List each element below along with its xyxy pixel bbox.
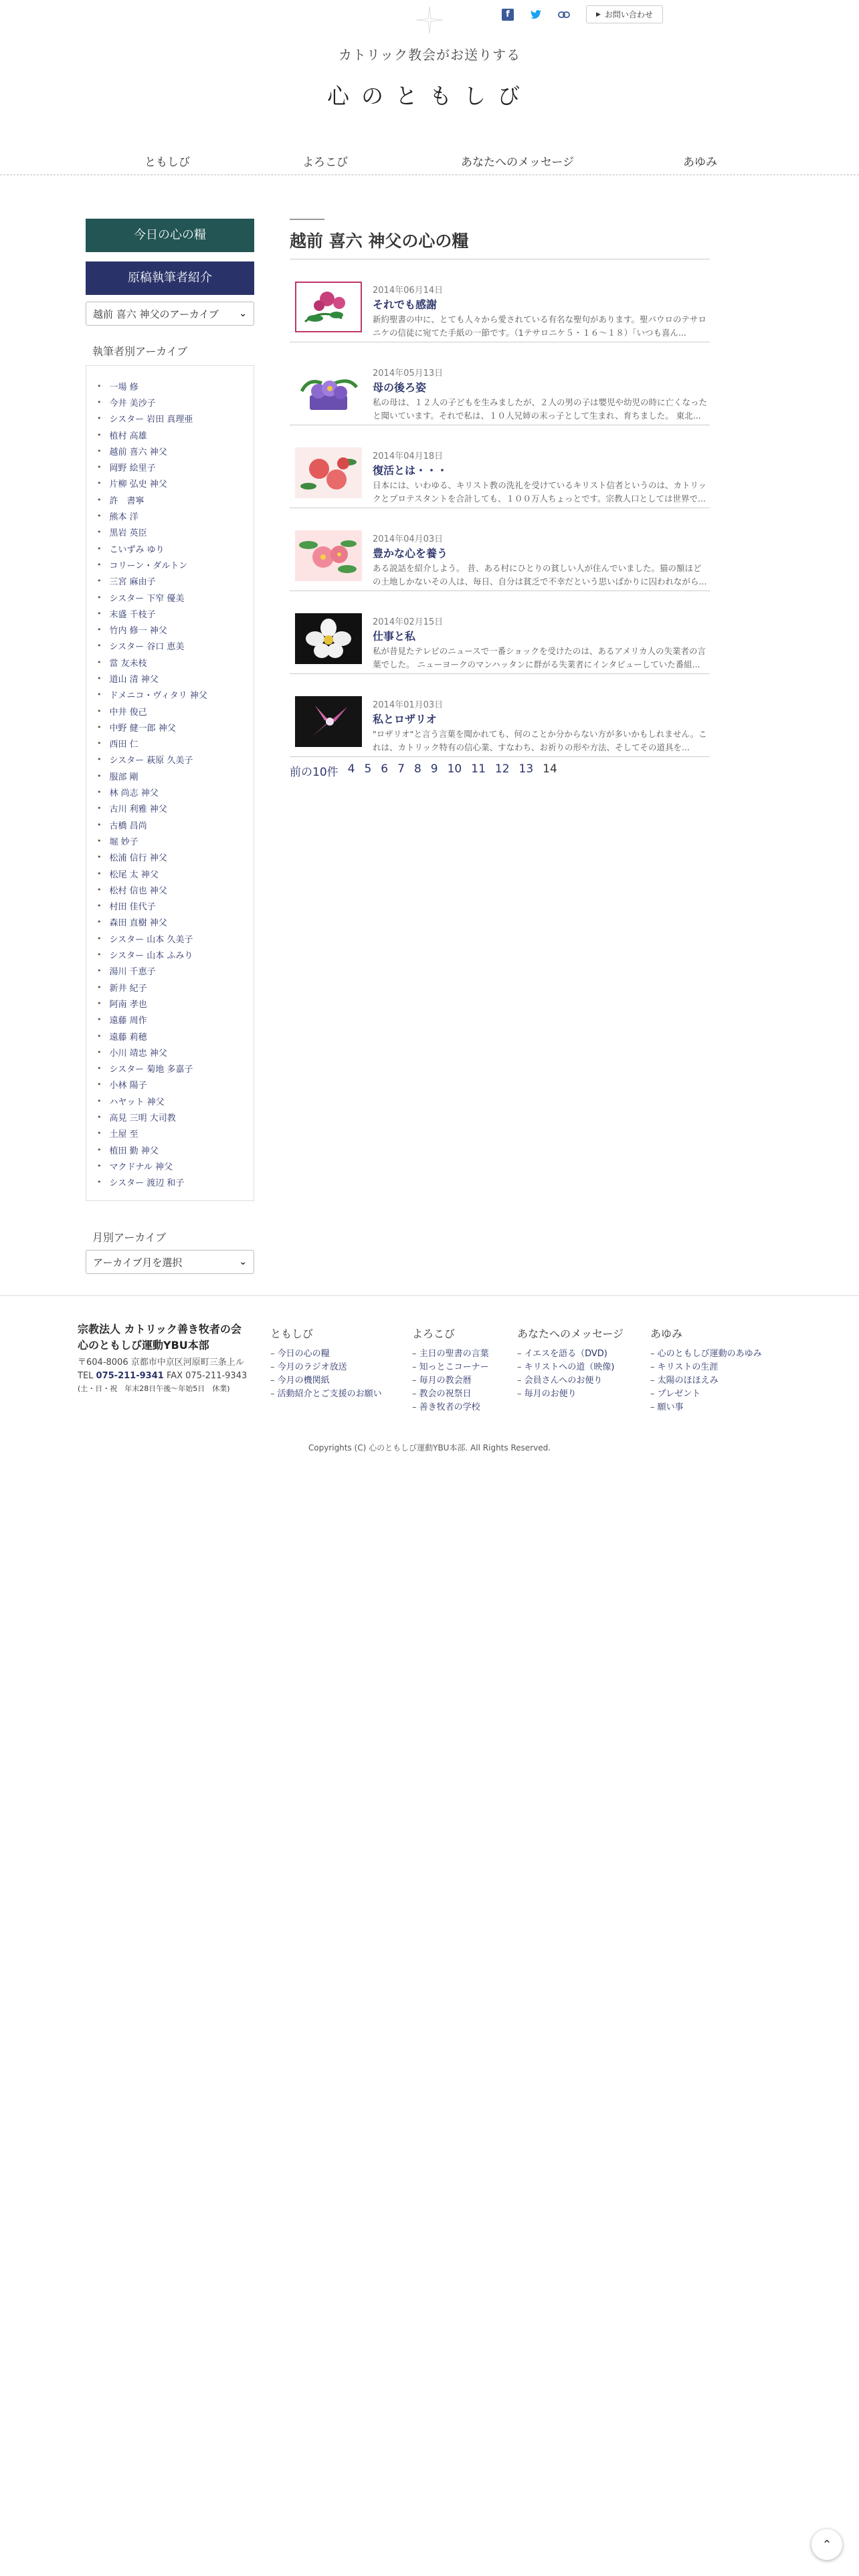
nav-tomoshibi[interactable]: ともしび [145, 156, 190, 169]
author-link[interactable]: • 松浦 信行 神父 [96, 849, 244, 865]
author-archive-heading: 執筆者別アーカイブ [92, 345, 188, 358]
author-link[interactable]: • 高見 三明 大司教 [96, 1109, 244, 1125]
footer-link[interactable]: 毎月の教会暦 [419, 1376, 472, 1386]
footer-link[interactable]: 毎月のお便り [524, 1389, 577, 1399]
footer-col-heading: ともしび [270, 1327, 314, 1340]
author-link[interactable]: • 遠藤 周作 [96, 1012, 244, 1028]
post-thumbnail[interactable] [295, 530, 362, 581]
author-link[interactable]: • 今井 美沙子 [96, 394, 244, 410]
footer-col-message [517, 1325, 624, 1401]
post-date: 2014年04月18日 [373, 451, 444, 461]
pager-current: 14 [543, 762, 557, 776]
author-archive-box [86, 365, 254, 1201]
org-hours: (土・日・祝 年末28日午後〜年始5日 休業) [78, 1384, 230, 1393]
page-title: 越前 喜六 神父の心の糧 [290, 219, 710, 259]
author-link[interactable]: • 阿南 孝也 [96, 995, 244, 1011]
post-item [290, 259, 710, 342]
pager-page[interactable]: 5 [364, 762, 372, 776]
post-title[interactable]: 豊かな心を養う [373, 547, 448, 560]
arrow-up-icon: ⌃ [822, 2537, 832, 2552]
post-item [290, 508, 710, 591]
author-link[interactable]: • シスター 山本 ふみり [96, 946, 244, 962]
contact-label: お問い合わせ [604, 10, 653, 19]
author-link[interactable]: • ドメニコ・ヴィタリ 神父 [96, 687, 244, 703]
nav-yorokobi[interactable]: よろこび [302, 156, 348, 169]
post-thumbnail[interactable] [295, 282, 362, 332]
facebook-icon[interactable]: f [502, 9, 514, 21]
author-link[interactable]: • 土屋 至 [96, 1125, 244, 1142]
footer-col-ayumi [650, 1325, 762, 1414]
post-excerpt: 新約聖書の中に、とても人々から愛されている有名な聖句があります。聖パウロのテサロニケの信徒に宛てた手紙の一節です。（1テサロニケ５・１６～１８）「いつも喜ん... [373, 314, 707, 338]
author-link[interactable]: • 植田 勤 神父 [96, 1142, 244, 1158]
site-title[interactable]: 心のともしび [327, 83, 532, 109]
author-list [96, 378, 244, 1190]
author-link[interactable]: • 堀 妙子 [96, 833, 244, 849]
author-link[interactable]: • シスター 菊地 多嘉子 [96, 1060, 244, 1076]
footer-col-heading: あゆみ [650, 1327, 683, 1340]
author-link[interactable]: • 遠藤 莉穂 [96, 1028, 244, 1044]
nav-message[interactable]: あなたへのメッセージ [461, 156, 574, 169]
post-item [290, 342, 710, 425]
post-item [290, 425, 710, 508]
contact-button[interactable] [586, 5, 663, 23]
org-unit: 心のともしび運動YBU本部 [78, 1339, 209, 1352]
author-link[interactable]: • 一場 修 [96, 378, 244, 394]
post-date: 2014年04月03日 [373, 534, 444, 544]
month-archive-select[interactable] [86, 1250, 254, 1274]
post-thumbnail[interactable] [295, 613, 362, 664]
footer-link[interactable]: 願い事 [657, 1402, 684, 1412]
post-excerpt: ある説話を紹介しよう。 昔、ある村にひとりの貧しい人が住んでいました。猫の額ほどの土地しかないその人は、毎日、自分は貧乏で不幸だという思いばかりに囚われながら... [373, 563, 707, 586]
author-link[interactable]: • 片柳 弘史 神父 [96, 475, 244, 492]
site-footer [0, 1295, 859, 1456]
post-title[interactable]: 仕事と私 [373, 630, 416, 643]
post-excerpt: 日本には、いわゆる、キリスト教の洗礼を受けているキリスト信者というのは、カトリックとプロテスタントを合計しても、１００万人ちょっとです。宗教人口としては世界で... [373, 480, 707, 504]
pager-page[interactable]: 9 [430, 762, 438, 776]
post-thumbnail[interactable] [295, 447, 362, 498]
post-date: 2014年02月15日 [373, 617, 444, 627]
post-date: 2014年05月13日 [373, 368, 444, 379]
twitter-icon[interactable] [530, 9, 542, 21]
post-date: 2014年01月03日 [373, 700, 444, 710]
authors-button[interactable]: 原稿執筆者紹介 [86, 261, 254, 295]
author-link[interactable]: • 中野 健一郎 神父 [96, 719, 244, 735]
author-link[interactable]: • 小林 陽子 [96, 1077, 244, 1093]
author-link[interactable]: • シスター 岩田 真理亜 [96, 411, 244, 427]
author-link[interactable]: • 西田 仁 [96, 736, 244, 752]
pagination [290, 762, 710, 779]
footer-link[interactable]: 知っとこコーナー [419, 1362, 489, 1372]
footer-link[interactable]: 今月の機関紙 [277, 1376, 330, 1386]
author-link[interactable]: • 服部 剛 [96, 768, 244, 784]
post-excerpt: "ロザリオ"と言う言葉を聞かれても、何のことか分からない方が多いかもしれません。これは、カトリック特有の信心業、すなわち、お祈りの形や方法、そしてその道具を... [373, 729, 707, 752]
author-link[interactable]: • 小川 靖忠 神父 [96, 1044, 244, 1060]
author-link[interactable]: • 竹内 修一 神父 [96, 621, 244, 637]
post-title[interactable]: 私とロザリオ [373, 713, 437, 726]
footer-col-tomoshibi [270, 1325, 382, 1401]
copyright: Copyrights (C) 心のともしび運動YBU本部. All Rights Reserved. [308, 1443, 551, 1453]
footer-link[interactable]: 会員さんへのお便り [524, 1376, 603, 1386]
today-button[interactable]: 今日の心の糧 [86, 219, 254, 252]
footer-link[interactable]: キリストへの道（映像) [524, 1362, 615, 1372]
pager-page[interactable]: 6 [381, 762, 389, 776]
post-title[interactable]: 母の後ろ姿 [373, 381, 427, 394]
author-link[interactable]: • ハヤット 神父 [96, 1093, 244, 1109]
footer-link[interactable]: 太陽のほほえみ [657, 1376, 719, 1386]
author-link[interactable]: • 植村 高雄 [96, 427, 244, 443]
post-title[interactable]: それでも感謝 [373, 298, 438, 311]
back-to-top-button[interactable] [812, 2529, 842, 2560]
main-content [290, 219, 710, 779]
author-link[interactable]: • 古橋 昌尚 [96, 817, 244, 833]
pager-page[interactable]: 4 [347, 762, 355, 776]
author-link[interactable]: • 森田 直樹 神父 [96, 914, 244, 930]
footer-link[interactable]: 主日の聖書の言葉 [419, 1349, 489, 1359]
author-link[interactable]: • シスター 山本 久美子 [96, 930, 244, 946]
post-date: 2014年06月14日 [373, 286, 444, 296]
chevron-down-icon: ⌄ [239, 1257, 247, 1267]
footer-link[interactable]: 今月のラジオ放送 [277, 1362, 347, 1372]
author-archive-select-value: 越前 喜六 神父のアーカイブ [93, 308, 219, 320]
post-thumbnail[interactable] [295, 364, 362, 415]
author-link[interactable]: • 三宮 麻由子 [96, 573, 244, 589]
ornament-icon [415, 5, 444, 35]
author-link[interactable]: • シスター 萩原 久美子 [96, 752, 244, 768]
pager-page[interactable]: 11 [471, 762, 486, 776]
footer-link[interactable]: 心のともしび運動のあゆみ [657, 1349, 762, 1359]
author-archive-select[interactable] [86, 302, 254, 326]
footer-org [78, 1321, 258, 1395]
tel-number[interactable]: 075-211-9341 [96, 1371, 164, 1381]
pager-page[interactable]: 13 [518, 762, 534, 776]
footer-col-yorokobi [412, 1325, 489, 1414]
author-link[interactable]: • コリーン・ダルトン [96, 556, 244, 572]
pager-page[interactable]: 10 [447, 762, 462, 776]
month-archive-select-value: アーカイブ月を選択 [93, 1256, 183, 1269]
pager-page[interactable]: 7 [397, 762, 405, 776]
caret-right-icon: ▶ [596, 11, 601, 18]
author-link[interactable]: • 新井 紀子 [96, 979, 244, 995]
post-excerpt: 私が昔見たテレビのニュースで一番ショックを受けたのは、あるアメリカ人の失業者の言葉でした。 ニューヨークのマンハッタンに群がる失業者にインタビューしていた番組... [373, 646, 706, 669]
footer-link[interactable]: 善き牧者の学校 [419, 1402, 480, 1412]
footer-link[interactable]: 教会の祝祭日 [419, 1389, 472, 1399]
pager-page[interactable]: 8 [413, 762, 421, 776]
post-thumbnail[interactable] [295, 696, 362, 747]
author-link[interactable]: • 道山 清 神父 [96, 670, 244, 686]
author-link[interactable]: • マクドナル 神父 [96, 1158, 244, 1174]
author-link[interactable]: • 越前 喜六 神父 [96, 443, 244, 459]
post-excerpt: 私の母は、１２人の子どもを生みましたが、２人の男の子は嬰児や幼児の時に亡くなったと聞いています。それで私は、１０人兄姉の末っ子として生まれ、育ちました。 東北... [373, 397, 708, 421]
author-link[interactable]: • シスター 谷口 恵美 [96, 638, 244, 654]
tel-label: TEL [78, 1371, 94, 1381]
sidebar [86, 219, 254, 1274]
org-name: 宗教法人 カトリック善き牧者の会 [78, 1323, 242, 1335]
post-item [290, 674, 710, 757]
link-icon[interactable] [558, 9, 570, 21]
footer-col-heading: よろこび [412, 1327, 456, 1340]
author-link[interactable]: • こいずみ ゆり [96, 540, 244, 556]
chevron-down-icon: ⌄ [239, 308, 247, 319]
author-link[interactable]: • 中井 俊己 [96, 703, 244, 719]
author-link[interactable]: • 末盛 千枝子 [96, 605, 244, 621]
org-phone [78, 1370, 258, 1383]
footer-link[interactable]: キリストの生涯 [657, 1362, 719, 1372]
social-links [502, 5, 663, 23]
footer-link[interactable]: イエスを語る（DVD) [524, 1349, 607, 1359]
post-title[interactable]: 復活とは・・・ [373, 464, 448, 477]
footer-col-heading: あなたへのメッセージ [517, 1327, 624, 1340]
author-link[interactable]: • 岡野 絵里子 [96, 459, 244, 475]
site-header [0, 0, 859, 175]
month-archive-heading: 月別アーカイブ [92, 1231, 167, 1244]
pager-page[interactable]: 12 [494, 762, 510, 776]
pager-prev[interactable]: 前の10件 [290, 766, 339, 779]
author-link[interactable]: • 熊本 洋 [96, 508, 244, 524]
author-link[interactable]: • 林 尚志 神父 [96, 784, 244, 800]
author-link[interactable]: • 古川 利雅 神父 [96, 800, 244, 817]
footer-link[interactable]: 今日の心の糧 [277, 1349, 330, 1359]
author-link[interactable]: • 村田 佳代子 [96, 898, 244, 914]
author-link[interactable]: • シスター 渡辺 和子 [96, 1174, 244, 1190]
footer-link[interactable]: プレゼント [657, 1389, 701, 1399]
author-link[interactable]: • 當 友未枝 [96, 654, 244, 670]
org-address: 〒604-8006 京都市中京区河原町三条上ル [78, 1358, 244, 1368]
author-link[interactable]: • 松村 信也 神父 [96, 881, 244, 897]
site-tagline: カトリック教会がお送りする [338, 47, 521, 63]
global-nav [0, 148, 859, 175]
fax-number: FAX 075-211-9343 [166, 1371, 248, 1381]
author-link[interactable]: • 松尾 太 神父 [96, 865, 244, 881]
nav-ayumi[interactable]: あゆみ [683, 156, 717, 169]
author-link[interactable]: • 許 書寧 [96, 492, 244, 508]
author-link[interactable]: • シスター 下窄 優美 [96, 589, 244, 605]
footer-link[interactable]: 活動紹介とご支援のお願い [277, 1389, 382, 1399]
author-link[interactable]: • 黒岩 英臣 [96, 524, 244, 540]
author-link[interactable]: • 湯川 千恵子 [96, 963, 244, 979]
post-item [290, 591, 710, 674]
